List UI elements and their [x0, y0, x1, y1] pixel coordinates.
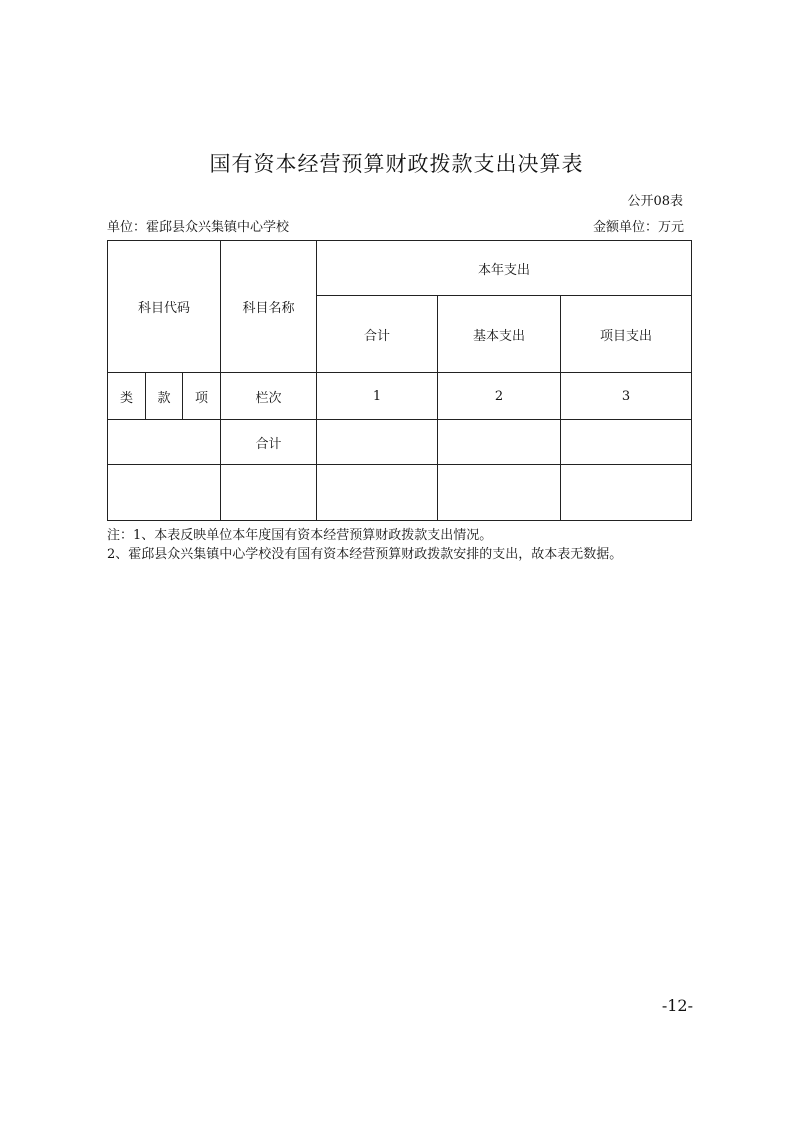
header-current-year-expense: 本年支出 [317, 241, 692, 296]
empty-row-total-cell [317, 465, 438, 521]
code-class: 类 [108, 373, 146, 420]
total-row-basic-cell [438, 420, 561, 465]
header-basic-expense: 基本支出 [438, 296, 561, 373]
code-col-1: 1 [317, 373, 438, 420]
page-number: -12- [661, 996, 693, 1015]
empty-row-code-cell [108, 465, 221, 521]
total-row-project-cell [561, 420, 692, 465]
code-col-2: 2 [438, 373, 561, 420]
total-row-code-cell [108, 420, 221, 465]
header-project-expense: 项目支出 [561, 296, 692, 373]
empty-row-project-cell [561, 465, 692, 521]
budget-table [107, 240, 692, 521]
empty-row [108, 465, 692, 521]
empty-row-basic-cell [438, 465, 561, 521]
note-line-2: 2、霍邱县众兴集镇中心学校没有国有资本经营预算财政拨款安排的支出，故本表无数据。 [107, 547, 623, 562]
header-subject-code: 科目代码 [108, 241, 221, 373]
note-line-1: 注：1、本表反映单位本年度国有资本经营预算财政拨款支出情况。 [107, 528, 493, 543]
form-code: 公开08表 [627, 194, 683, 209]
total-row-total-cell [317, 420, 438, 465]
code-col-3: 3 [561, 373, 692, 420]
code-section: 款 [146, 373, 183, 420]
header-subject-name: 科目名称 [221, 241, 317, 373]
empty-row-name-cell [221, 465, 317, 521]
header-row-1 [108, 241, 692, 296]
unit-label: 单位：霍邱县众兴集镇中心学校 [107, 220, 290, 235]
total-row [108, 420, 692, 465]
code-row [108, 373, 692, 420]
code-item: 项 [183, 373, 221, 420]
amount-unit-label: 金额单位：万元 [592, 220, 684, 235]
code-column-label: 栏次 [221, 373, 317, 420]
page-title: 国有资本经营预算财政拨款支出决算表 [209, 152, 584, 176]
total-row-label: 合计 [221, 420, 317, 465]
header-total: 合计 [317, 296, 438, 373]
